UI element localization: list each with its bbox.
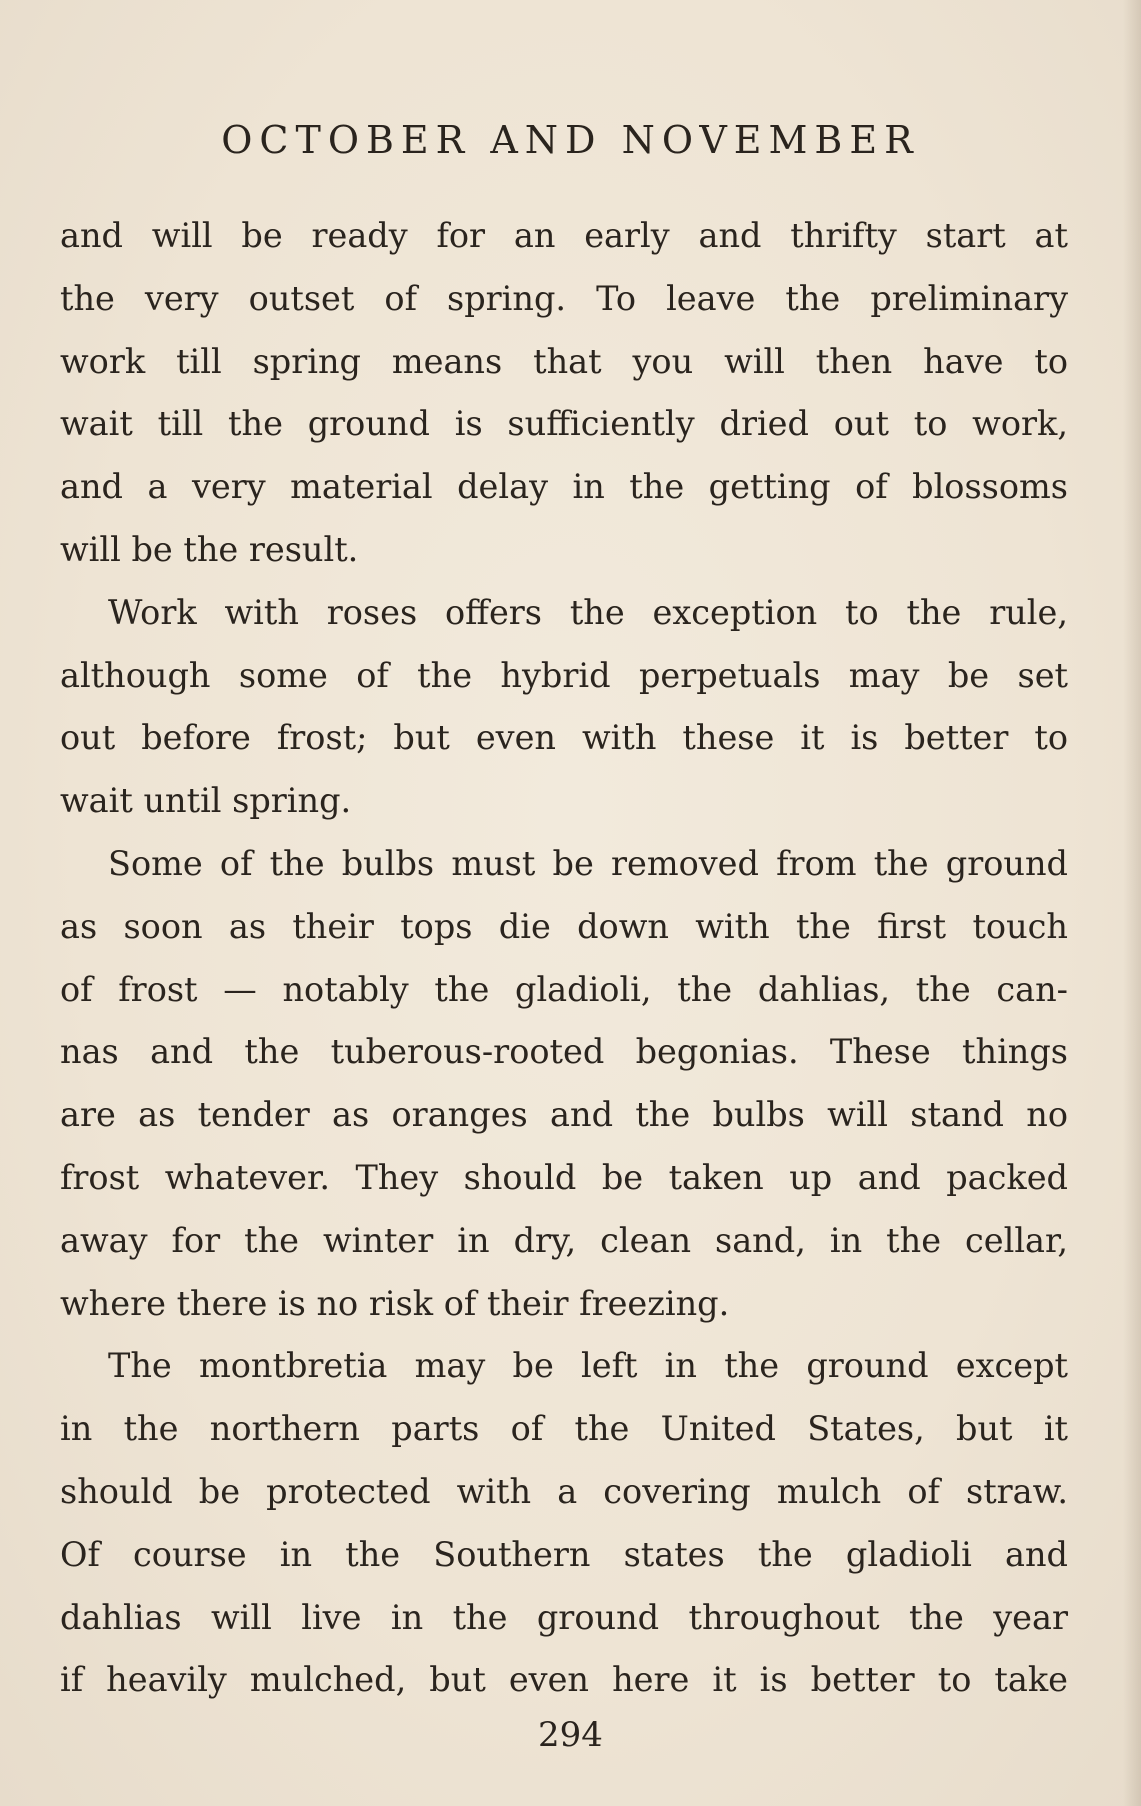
page-edge-shadow	[1123, 0, 1141, 1806]
text-line: away for the winter in dry, clean sand, in the cellar,	[60, 1220, 1068, 1260]
text-line: as soon as their tops die down with the first touch	[60, 906, 1068, 946]
text-line: work till spring means that you will then have to	[60, 341, 1068, 381]
text-line: should be protected with a covering mulch of straw.	[60, 1471, 1068, 1511]
text-line: if heavily mulched, but even here it is better to take	[60, 1660, 1068, 1700]
page-number: 294	[538, 1715, 603, 1755]
text-line: nas and the tuberous-rooted begonias. These things	[60, 1032, 1068, 1072]
text-line: are as tender as oranges and the bulbs will stand no	[60, 1095, 1068, 1135]
text-line: dahlias will live in the ground throughout the year	[60, 1597, 1068, 1637]
text-line: in the northern parts of the United States, but it	[60, 1409, 1068, 1449]
paragraph-4	[60, 1335, 1068, 1712]
text-line: The montbretia may be left in the ground except	[108, 1346, 1068, 1386]
paragraph-2	[60, 582, 1068, 833]
text-line: Of course in the Southern states the gladioli and	[60, 1534, 1068, 1574]
text-line: Work with roses offers the exception to the rule,	[108, 592, 1068, 632]
text-line: and a very material delay in the getting of blossoms	[60, 467, 1068, 507]
text-line: and will be ready for an early and thrifty start at	[60, 216, 1068, 255]
text-line: wait until spring.	[60, 781, 352, 821]
text-line: wait till the ground is sufficiently dried out to work,	[60, 404, 1068, 444]
text-line: of frost — notably the gladioli, the dahlias, the can-	[60, 969, 1068, 1009]
text-line: out before frost; but even with these it is better to	[60, 718, 1068, 758]
text-line: Some of the bulbs must be removed from the ground	[108, 843, 1068, 883]
running-head: OCTOBER AND NOVEMBER	[221, 118, 920, 162]
paragraph-3	[60, 833, 1068, 1335]
text-line: although some of the hybrid perpetuals may be set	[60, 655, 1068, 695]
text-line: where there is no risk of their freezing.	[60, 1283, 730, 1323]
paragraph-1	[60, 205, 1068, 582]
text-line: the very outset of spring. To leave the preliminary	[60, 278, 1068, 318]
text-line: will be the result.	[60, 529, 359, 569]
body-text	[60, 205, 1068, 1712]
text-line: frost whatever. They should be taken up and packed	[60, 1157, 1068, 1197]
